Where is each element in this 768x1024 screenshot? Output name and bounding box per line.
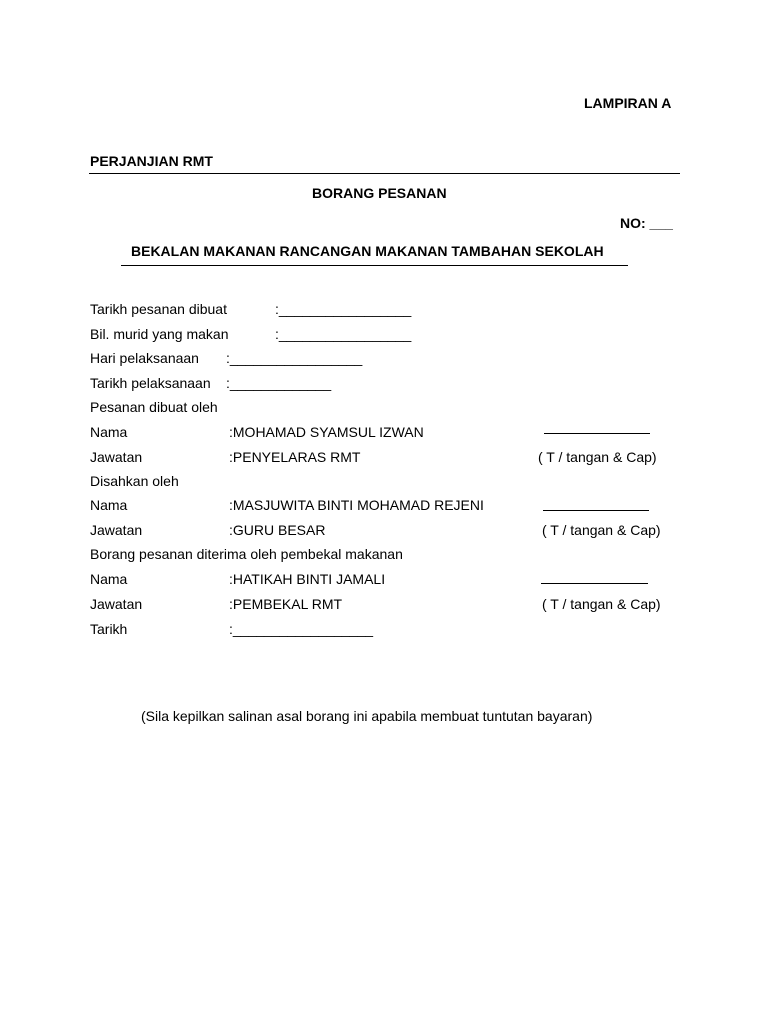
approved-by-signature-line <box>543 510 649 511</box>
form-title: BORANG PESANAN <box>312 185 447 201</box>
ordered-by-position-label: Jawatan <box>90 449 143 465</box>
received-by-heading: Borang pesanan diterima oleh pembekal makanan <box>90 546 403 562</box>
form-number: NO: ___ <box>620 215 673 231</box>
appendix-label: LAMPIRAN A <box>584 95 672 111</box>
ordered-by-name-label: Nama <box>90 424 128 440</box>
received-date-label: Tarikh <box>90 621 128 637</box>
agreement-title: PERJANJIAN RMT <box>90 153 213 169</box>
students-count-label: Bil. murid yang makan <box>90 326 229 342</box>
approved-by-heading: Disahkan oleh <box>90 473 179 489</box>
ordered-by-name-value: :MOHAMAD SYAMSUL IZWAN <box>229 424 424 440</box>
received-by-position-label: Jawatan <box>90 596 143 612</box>
impl-day-label: Hari pelaksanaan <box>90 350 199 366</box>
ordered-by-signature-line <box>544 433 650 434</box>
received-by-position-value: :PEMBEKAL RMT <box>229 596 343 612</box>
form-subtitle: BEKALAN MAKANAN RANCANGAN MAKANAN TAMBAHAN SEKOLAH <box>131 243 604 259</box>
impl-day-field[interactable]: :_________________ <box>226 350 363 366</box>
approved-by-position-value: :GURU BESAR <box>229 522 326 538</box>
approved-by-position-label: Jawatan <box>90 522 143 538</box>
ordered-by-position-value: :PENYELARAS RMT <box>229 449 361 465</box>
subtitle-divider <box>121 265 628 266</box>
ordered-by-heading: Pesanan dibuat oleh <box>90 399 218 415</box>
received-by-name-value: :HATIKAH BINTI JAMALI <box>229 571 386 587</box>
order-date-label: Tarikh pesanan dibuat <box>90 301 227 317</box>
approved-by-name-value: :MASJUWITA BINTI MOHAMAD REJENI <box>229 497 484 513</box>
footer-note: (Sila kepilkan salinan asal borang ini apabila membuat tuntutan bayaran) <box>141 708 593 724</box>
received-by-signature-line <box>541 583 648 584</box>
impl-date-field[interactable]: :_____________ <box>226 375 332 391</box>
order-date-field[interactable]: :_________________ <box>275 301 412 317</box>
received-by-name-label: Nama <box>90 571 128 587</box>
students-count-field[interactable]: :_________________ <box>275 326 412 342</box>
received-date-field[interactable]: :__________________ <box>229 621 374 637</box>
header-divider <box>89 173 680 174</box>
ordered-by-signature-label: ( T / tangan & Cap) <box>538 449 657 465</box>
impl-date-label: Tarikh pelaksanaan <box>90 375 211 391</box>
received-by-signature-label: ( T / tangan & Cap) <box>542 596 661 612</box>
approved-by-signature-label: ( T / tangan & Cap) <box>542 522 661 538</box>
approved-by-name-label: Nama <box>90 497 128 513</box>
